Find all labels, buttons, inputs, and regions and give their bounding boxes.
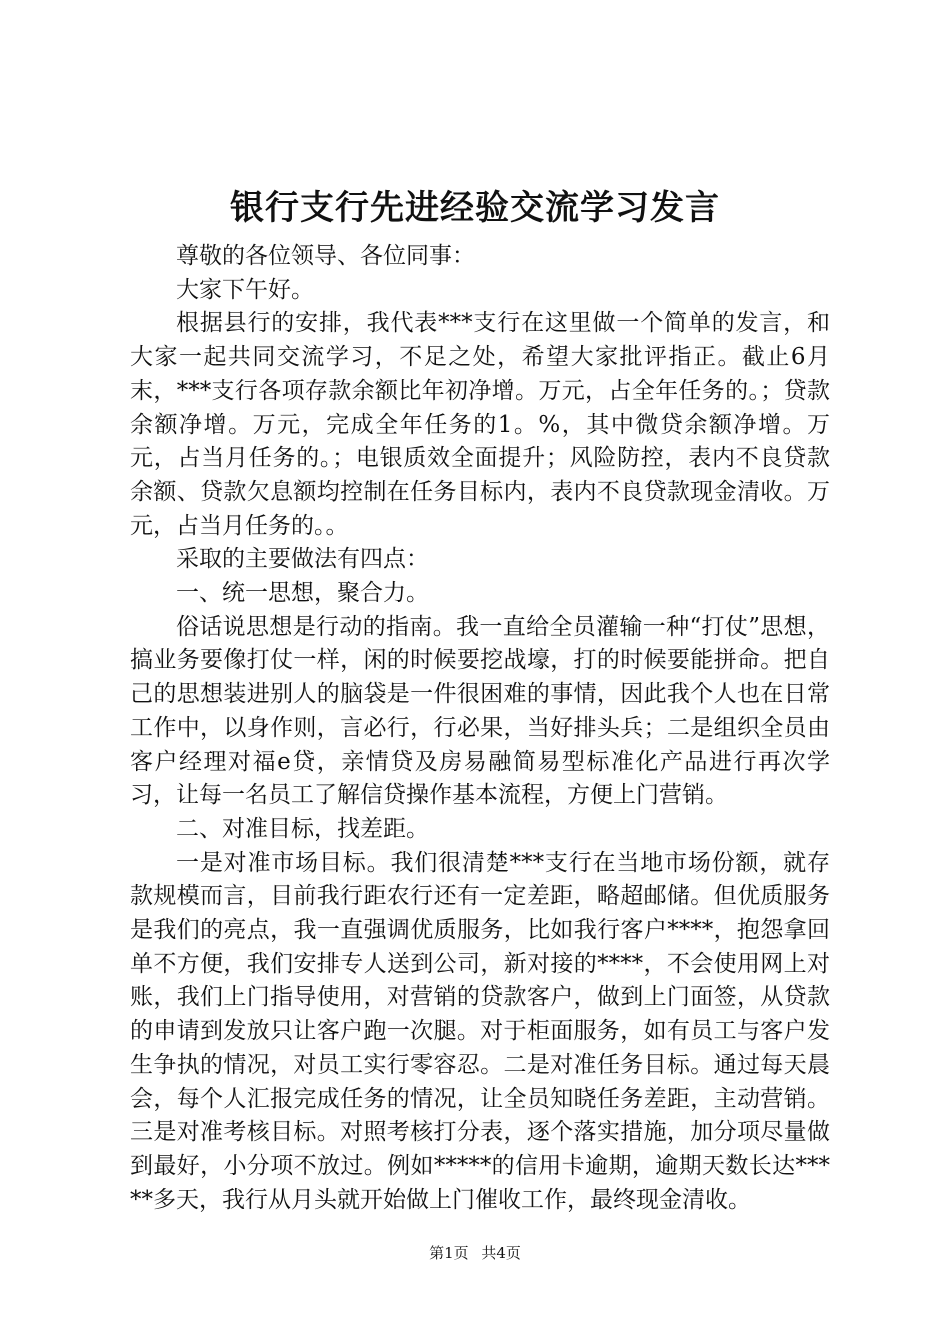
document-body bbox=[130, 240, 830, 1217]
intro-paragraph: 根据县行的安排，我代表***支行在这里做一个简单的发言，和大家一起共同交流学习，不足之处，希望大家批评指正。截止6月末，***支行各项存款余额比年初净增。万元，占全年任务的。；贷款余额净增。万元，完成全年任务的1。%，其中微贷余额净增。万元，占当月任务的。；电银质效全面提升；风险防控，表内不良贷款余额、贷款欠息额均控制在任务目标内，表内不良贷款现金清收。万元，占当月任务的。。 bbox=[130, 310, 830, 539]
page-footer bbox=[0, 1243, 950, 1263]
greeting-paragraph: 大家下午好。 bbox=[176, 276, 314, 303]
document-title: 银行支行先进经验交流学习发言 bbox=[230, 188, 720, 228]
salutation-paragraph: 尊敬的各位领导、各位同事： bbox=[176, 243, 475, 269]
methods-intro-paragraph: 采取的主要做法有四点： bbox=[176, 546, 429, 573]
page-total: 共4页 bbox=[481, 1244, 521, 1262]
section-1-paragraph: 俗话说思想是行动的指南。我一直给全员灌输一种“打仗”思想，搞业务要像打仗一样，闲的时候要挖战壕，打的时候要能拼命。把自己的思想装进别人的脑袋是一件很困难的事情，因此我个人也在日常工作中，以身作则，言必行，行必果，当好排头兵；二是组织全员由客户经理对福e贷，亲情贷及房易融简易型标准化产品进行再次学习，让每一名员工了解信贷操作基本流程，方便上门营销。 bbox=[130, 613, 830, 809]
section-heading-2: 二、对准目标，找差距。 bbox=[176, 815, 429, 842]
section-heading-1: 一、统一思想，聚合力。 bbox=[176, 580, 429, 607]
section-2-paragraph: 一是对准市场目标。我们很清楚***支行在当地市场份额，就存款规模而言，目前我行距农行还有一定差距，略超邮储。但优质服务是我们的亮点，我一直强调优质服务，比如我行客户****，抱怨拿回单不方便，我们安排专人送到公司，新对接的****，不会使用网上对账，我们上门指导使用，对营销的贷款客户，做到上门面签，从贷款的申请到发放只让客户跑一次腿。对于柜面服务，如有员工与客户发生争执的情况，对员工实行零容忍。二是对准任务目标。通过每天晨会，每个人汇报完成任务的情况，让全员知晓任务差距，主动营销。三是对准考核目标。对照考核打分表，逐个落实措施，加分项尽量做到最好，小分项不放过。例如*****的信用卡逾期，逾期天数长达*****多天，我行从月头就开始做上门催收工作，最终现金清收。 bbox=[130, 849, 830, 1213]
page-number: 第1页 bbox=[429, 1244, 469, 1262]
